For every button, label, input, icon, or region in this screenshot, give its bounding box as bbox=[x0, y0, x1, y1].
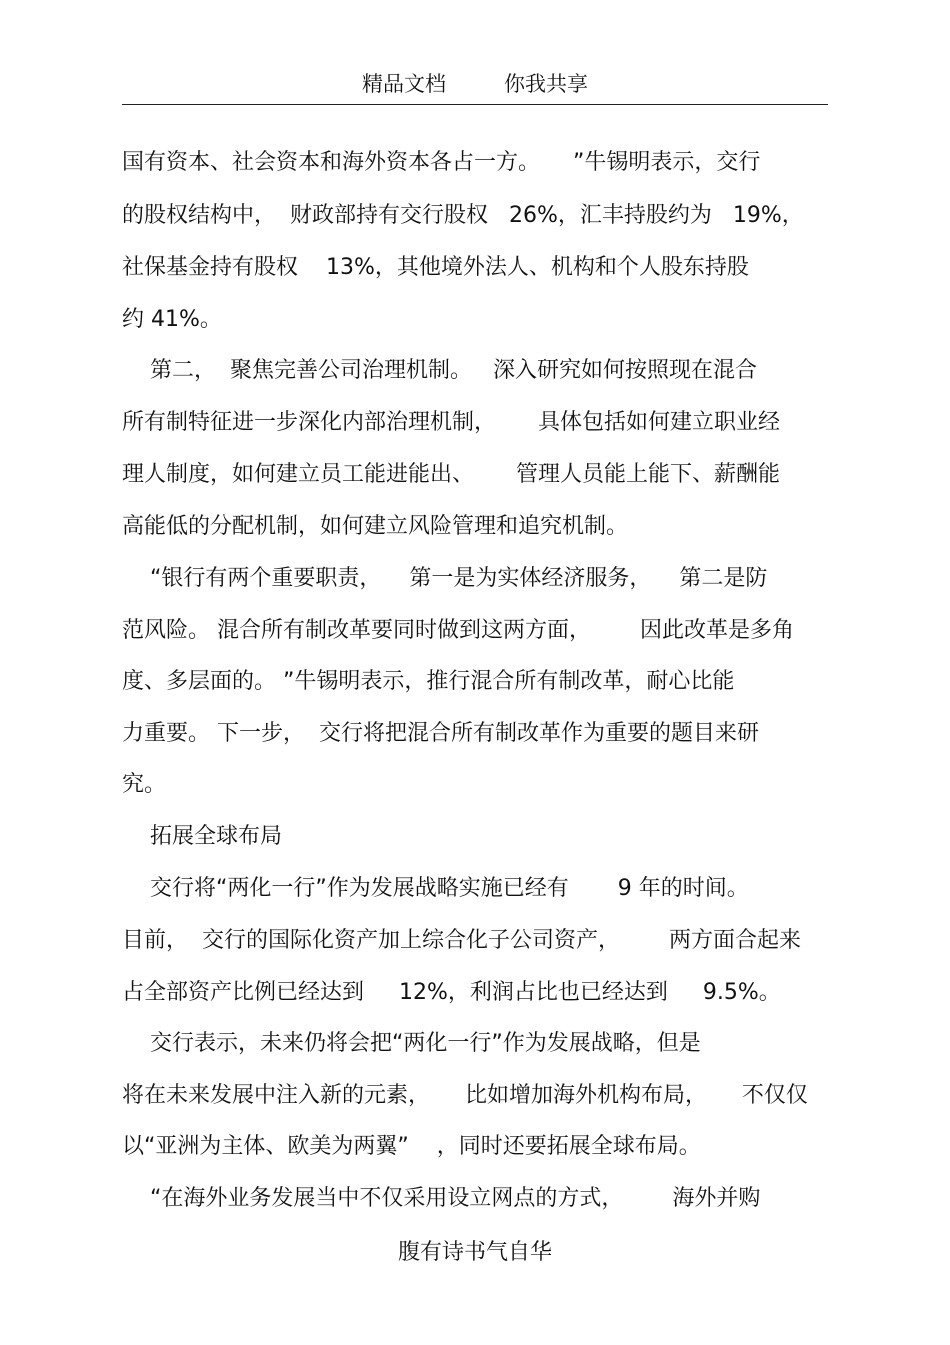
text-line: 交行表示，未来仍将会把“两化一行”作为发展战略，但是 bbox=[122, 1031, 701, 1056]
text-line: 理人制度，如何建立员工能进能出、 管理人员能上能下、薪酬能 bbox=[122, 462, 780, 487]
header-left-text: 精品文档 bbox=[362, 72, 446, 96]
header-right-text: 你我共享 bbox=[504, 72, 588, 96]
text-line: 社保基金持有股权 13%，其他境外法人、机构和个人股东持股 bbox=[122, 255, 749, 280]
text-line: 高能低的分配机制，如何建立风险管理和追究机制。 bbox=[122, 514, 629, 539]
page-header bbox=[122, 70, 828, 105]
text-line: 占全部资产比例已经达到 12%，利润占比也已经达到 9.5%。 bbox=[122, 980, 781, 1005]
text-line: 范风险。 混合所有制改革要同时做到这两方面， 因此改革是多角 bbox=[122, 618, 794, 643]
text-line: 目前， 交行的国际化资产加上综合化子公司资产， 两方面合起来 bbox=[122, 928, 801, 953]
text-line: 度、多层面的。 ”牛锡明表示，推行混合所有制改革，耐心比能 bbox=[122, 669, 735, 694]
text-line: 究。 bbox=[122, 772, 167, 797]
text-line: 交行将“两化一行”作为发展战略实施已经有 9 年的时间。 bbox=[122, 876, 749, 901]
text-line: “在海外业务发展当中不仅采用设立网点的方式， 海外并购 bbox=[122, 1186, 761, 1211]
section-heading: 拓展全球布局 bbox=[122, 824, 282, 849]
text-line: 约 41%。 bbox=[122, 307, 222, 332]
text-line: 以“亚洲为主体、欧美为两翼” ，同时还要拓展全球布局。 bbox=[122, 1134, 701, 1159]
text-line: 力重要。 下一步， 交行将把混合所有制改革作为重要的题目来研 bbox=[122, 721, 759, 746]
text-line: “银行有两个重要职责， 第一是为实体经济服务， 第二是防 bbox=[122, 566, 768, 591]
text-line: 的股权结构中， 财政部持有交行股权 26%，汇丰持股约为 19%， bbox=[122, 203, 804, 228]
text-line: 将在未来发展中注入新的元素， 比如增加海外机构布局， 不仅仅 bbox=[122, 1083, 808, 1108]
text-line: 国有资本、社会资本和海外资本各占一方。 ”牛锡明表示，交行 bbox=[122, 150, 761, 175]
text-line: 所有制特征进一步深化内部治理机制， 具体包括如何建立职业经 bbox=[122, 410, 780, 435]
text-line: 第二， 聚焦完善公司治理机制。 深入研究如何按照现在混合 bbox=[122, 358, 757, 383]
page-footer: 腹有诗书气自华 bbox=[397, 1240, 552, 1265]
